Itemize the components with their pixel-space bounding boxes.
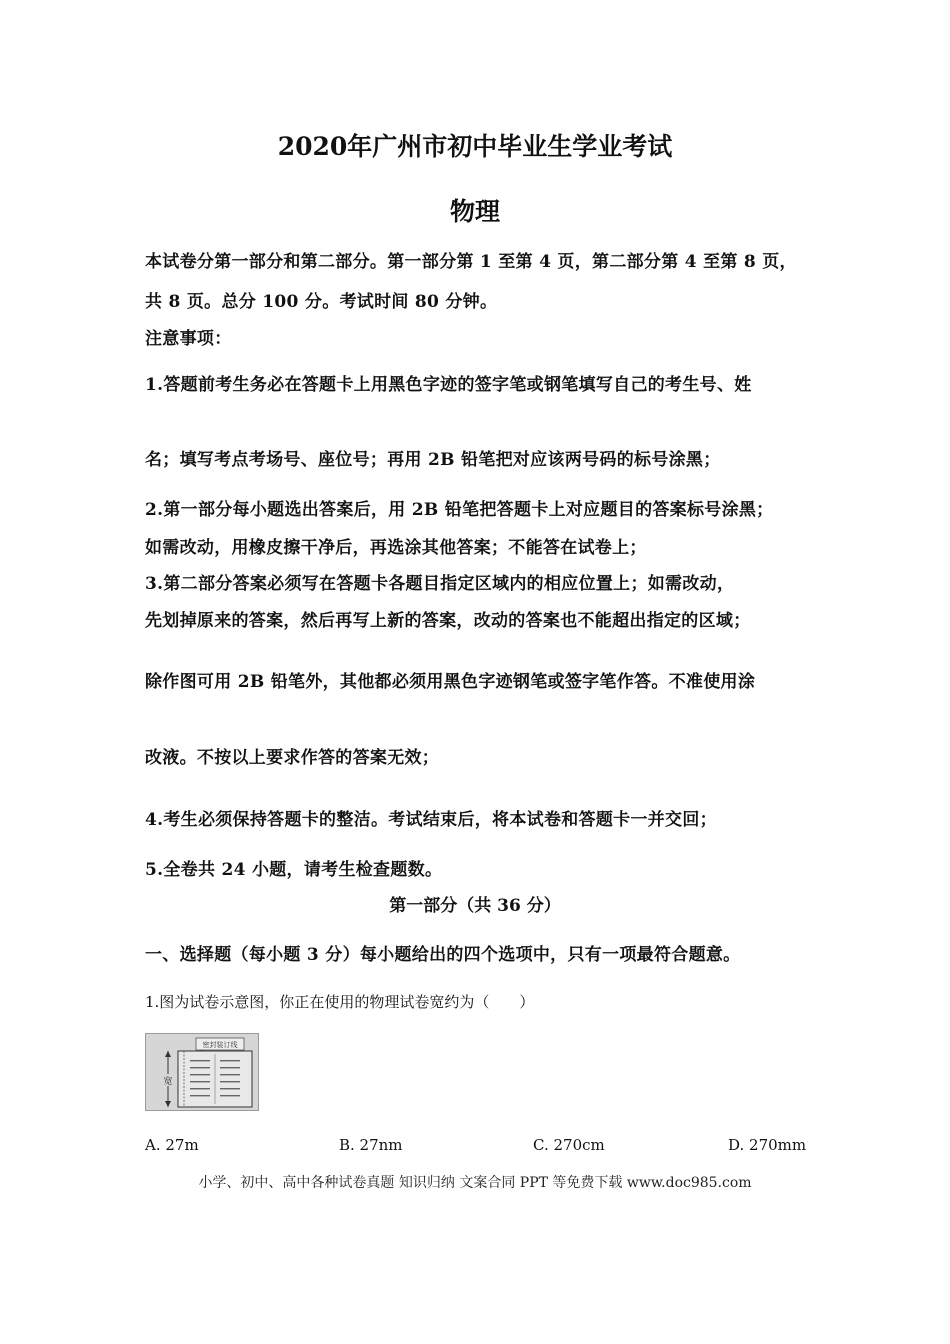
section-heading: 一、选择题（每小题 3 分）每小题给出的四个选项中，只有一项最符合题意。 xyxy=(145,945,741,965)
notice-line: 如需改动，用橡皮擦干净后，再选涂其他答案；不能答在试卷上； xyxy=(145,538,647,558)
intro-line-1: 本试卷分第一部分和第二部分。第一部分第 1 至第 4 页，第二部分第 4 至第 8 页， xyxy=(145,252,797,272)
part1-heading: 第一部分（共 36 分） xyxy=(389,896,561,916)
notice-heading: 注意事项： xyxy=(145,329,232,349)
intro-line-2: 共 8 页。总分 100 分。考试时间 80 分钟。 xyxy=(145,292,498,312)
notice-line: 先划掉原来的答案，然后再写上新的答案，改动的答案也不能超出指定的区域； xyxy=(145,611,751,631)
notice-line: 4.考生必须保持答题卡的整洁。考试结束后，将本试卷和答题卡一并交回； xyxy=(145,810,717,830)
notice-line: 改液。不按以上要求作答的答案无效； xyxy=(145,748,440,768)
exam-paper-diagram xyxy=(146,1034,259,1111)
option-b: B. 27nm xyxy=(339,1136,403,1154)
question-1-stem: 1.图为试卷示意图，你正在使用的物理试卷宽约为（ ） xyxy=(145,993,535,1011)
notice-line: 除作图可用 2B 铅笔外，其他都必须用黑色字迹钢笔或签字笔作答。不准使用涂 xyxy=(145,672,756,692)
exam-paper-figure xyxy=(145,1033,259,1111)
notice-line: 5.全卷共 24 小题，请考生检查题数。 xyxy=(145,860,443,880)
option-c: C. 270cm xyxy=(533,1136,605,1154)
figure-label-side: 宽 xyxy=(163,1077,173,1087)
notice-line: 名；填写考点考场号、座位号；再用 2B 铅笔把对应该两号码的标号涂黑； xyxy=(145,450,721,470)
footer-text: 小学、初中、高中各种试卷真题 知识归纳 文案合同 PPT 等免费下载 www.doc985.com xyxy=(198,1175,752,1191)
option-a: A. 27m xyxy=(145,1136,199,1154)
notice-line: 2.第一部分每小题选出答案后，用 2B 铅笔把答题卡上对应题目的答案标号涂黑； xyxy=(145,500,774,520)
exam-title: 2020年广州市初中毕业生学业考试 xyxy=(277,132,673,161)
subject-title: 物理 xyxy=(449,197,500,226)
option-d: D. 270mm xyxy=(728,1136,807,1154)
notice-line: 1.答题前考生务必在答题卡上用黑色字迹的签字笔或钢笔填写自己的考生号、姓 xyxy=(145,375,752,395)
notice-line: 3.第二部分答案必须写在答题卡各题目指定区域内的相应位置上；如需改动， xyxy=(145,574,735,594)
figure-label-top: 密封装订线 xyxy=(202,1041,238,1049)
